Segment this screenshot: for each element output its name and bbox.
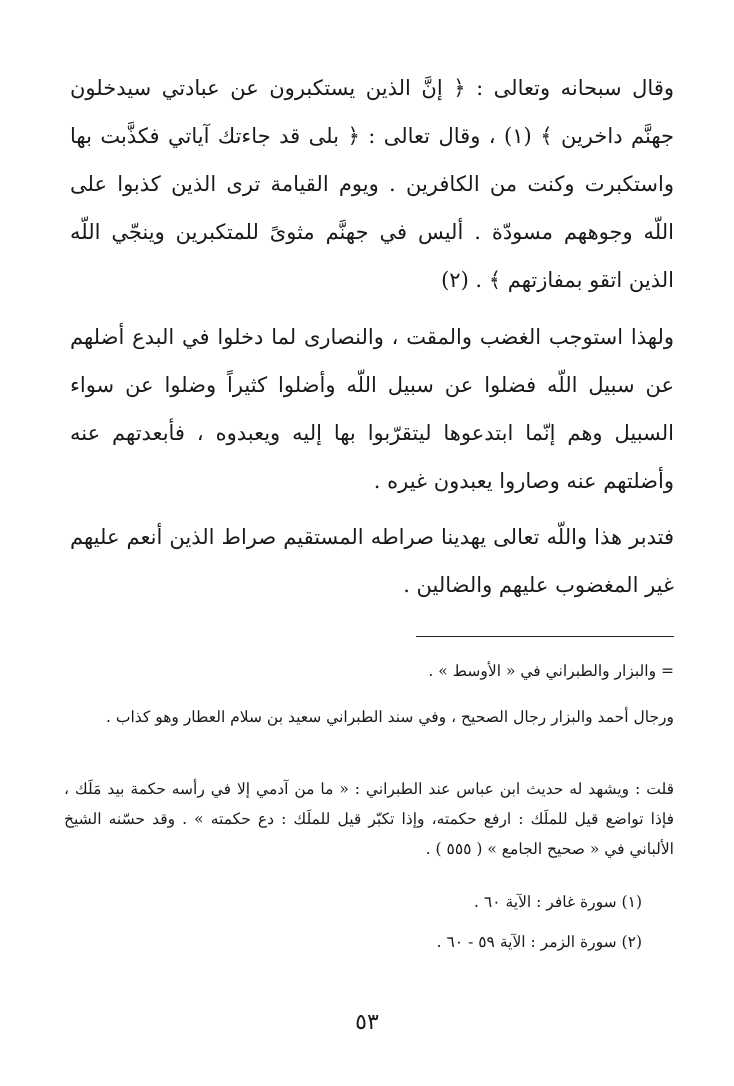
paragraph-christians-innovation: ولهذا استوجب الغضب والمقت ، والنصارى لما دخلوا في البدع أضلهم عن سبيل اللّه فضلوا عن سبيل اللّه وأضلوا كثيراً وضلوا عن سواء السبيل وهم إنّما ابتدعوها ليتقرّبوا بها إليه ويعبدوه ، فأبعدتهم عنه وأضلتهم عنه وصاروا يعبدون غيره . [70, 325, 674, 493]
footnote-divider [416, 636, 674, 637]
footnote-narrators: ورجال أحمد والبزار رجال الصحيح ، وفي سند الطبراني سعيد بن سلام العطار وهو كذاب . [106, 708, 674, 726]
footnote-ref-1: (١) سورة غافر : الآية ٦٠ . [474, 893, 642, 911]
footnote-continuation: = والبزار والطبراني في « الأوسط » . [428, 662, 674, 680]
paragraph-straight-path: فتدبر هذا واللّه تعالى يهدينا صراطه المستقيم صراط الذين أنعم عليهم غير المغضوب عليهم والضالين . [70, 525, 674, 597]
footnote-ref-2: (٢) سورة الزمر : الآية ٥٩ - ٦٠ . [436, 933, 642, 951]
footnote-supporting-hadith: قلت : ويشهد له حديث ابن عباس عند الطبراني : « ما من آدمي إلا في رأسه حكمة بيد مَلَك ، فإذا تواضع قيل للملَك : ارفع حكمته، وإذا تكبّر قيل للملَك : دع حكمته » . وقد حسّنه الشيخ الألباني في « صحيح الجامع » ( ٥٥٥ ) . [64, 780, 674, 858]
paragraph-quran-verses: وقال سبحانه وتعالى : ﴿ إنَّ الذين يستكبرون عن عبادتي سيدخلون جهنَّم داخرين ﴾ (١) ، وقال تعالى : ﴿ بلى قد جاءتك آياتي فكذَّبت بها واستكبرت وكنت من الكافرين . ويوم القيامة ترى الذين كذبوا على اللّه وجوههم مسودّة . أليس في جهنَّم مثوىً للمتكبرين وينجّي اللّه الذين اتقو بمفازتهم ﴾ . (٢) [70, 76, 674, 292]
page-number: ٥٣ [355, 1010, 379, 1035]
